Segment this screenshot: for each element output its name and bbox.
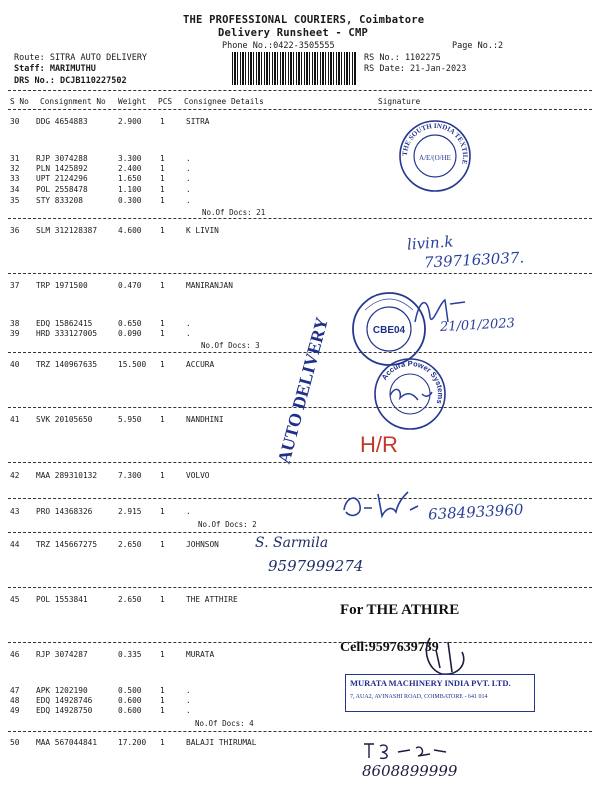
- svg-text:Accura Power Systems: Accura Power Systems: [379, 358, 446, 405]
- table-row: [8, 281, 308, 291]
- row-consignment: PLN 1425892: [36, 164, 88, 173]
- row-consignment: EDQ 14928750: [36, 706, 93, 715]
- row-consignment: APK 1202190: [36, 686, 88, 695]
- sheet-title: Delivery Runsheet - CMP: [218, 27, 368, 39]
- svg-text:A/E/(O/HE: A/E/(O/HE: [419, 154, 451, 162]
- row-pcs: 1: [160, 154, 165, 163]
- row-sno: 49: [10, 706, 20, 715]
- row-consignee: .: [186, 706, 191, 715]
- row-consignee: .: [186, 319, 191, 328]
- row-weight: 0.335: [118, 650, 142, 659]
- table-row: [8, 738, 308, 748]
- handwritten-hr: H/R: [360, 432, 398, 457]
- col-weight: Weight: [118, 97, 147, 106]
- table-row: [8, 595, 308, 605]
- row-weight: 0.090: [118, 329, 142, 338]
- row-consignee: ACCURA: [186, 360, 215, 369]
- route-label: Route: SITRA AUTO DELIVERY: [14, 53, 148, 63]
- divider: [8, 109, 592, 110]
- row-consignment: MAA 567044841: [36, 738, 98, 747]
- row-weight: 17.200: [118, 738, 147, 747]
- row-pcs: 1: [160, 281, 165, 290]
- athire-stamp-label: For THE ATHIRE: [340, 602, 460, 618]
- auto-delivery-stamp: AUTO DELIVERY: [273, 315, 332, 466]
- col-sno: S No: [10, 97, 29, 106]
- divider: [8, 352, 592, 353]
- handwritten-phone-volvo: 6384933960: [427, 500, 524, 524]
- row-consignee: NANDHINI: [186, 415, 224, 424]
- row-sno: 47: [10, 686, 20, 695]
- table-row: [8, 164, 308, 174]
- svg-text:CBE04: CBE04: [372, 325, 406, 336]
- doc-count: No.Of Docs: 4: [195, 719, 254, 728]
- row-consignee: .: [186, 164, 191, 173]
- row-sno: 40: [10, 360, 20, 369]
- divider: [8, 532, 592, 533]
- accura-stamp: [372, 356, 448, 432]
- row-consignee: .: [186, 154, 191, 163]
- row-sno: 30: [10, 117, 20, 126]
- table-row: [8, 117, 308, 127]
- row-weight: 15.500: [118, 360, 147, 369]
- row-consignee: .: [186, 196, 191, 205]
- murata-stamp-line1: MURATA MACHINERY INDIA PVT. LTD.: [350, 678, 511, 688]
- murata-stamp-line2: 7, AUA2, AVINASHI ROAD, COIMBATORE - 641 014: [350, 694, 488, 700]
- row-sno: 32: [10, 164, 20, 173]
- row-consignee: JOHNSON: [186, 540, 219, 549]
- row-consignment: EDQ 15862415: [36, 319, 93, 328]
- row-consignee: .: [186, 185, 191, 194]
- table-row: [8, 174, 308, 184]
- row-consignment: MAA 289310132: [36, 471, 98, 480]
- col-signature: Signature: [378, 97, 421, 106]
- row-consignee: SITRA: [186, 117, 210, 126]
- volvo-signature: [338, 488, 428, 524]
- row-weight: 0.650: [118, 319, 142, 328]
- divider: [8, 642, 592, 643]
- row-consignee: .: [186, 507, 191, 516]
- row-consignment: SVK 20105650: [36, 415, 93, 424]
- row-weight: 4.600: [118, 226, 142, 235]
- row-pcs: 1: [160, 595, 165, 604]
- row-consignment: POL 1553841: [36, 595, 88, 604]
- row-consignee: MURATA: [186, 650, 215, 659]
- row-pcs: 1: [160, 226, 165, 235]
- table-row: [8, 329, 308, 339]
- handwritten-name-johnson: S. Sarmila: [255, 535, 329, 551]
- divider: [8, 218, 592, 219]
- south-india-stamp: [397, 118, 473, 194]
- table-row: [8, 360, 308, 370]
- row-sno: 48: [10, 696, 20, 705]
- row-consignment: TRP 1971500: [36, 281, 88, 290]
- row-weight: 2.400: [118, 164, 142, 173]
- row-pcs: 1: [160, 471, 165, 480]
- doc-count: No.Of Docs: 3: [201, 341, 260, 350]
- divider: [8, 587, 592, 588]
- table-row: [8, 196, 308, 206]
- row-consignment: TRZ 145667275: [36, 540, 98, 549]
- row-sno: 46: [10, 650, 20, 659]
- row-pcs: 1: [160, 117, 165, 126]
- row-weight: 2.900: [118, 117, 142, 126]
- divider: [8, 498, 592, 499]
- row-pcs: 1: [160, 185, 165, 194]
- row-pcs: 1: [160, 319, 165, 328]
- row-sno: 39: [10, 329, 20, 338]
- row-consignment: POL 2558478: [36, 185, 88, 194]
- row-weight: 0.500: [118, 686, 142, 695]
- staff-label: Staff: MARIMUTHU: [14, 64, 96, 74]
- row-consignment: RJP 3074288: [36, 154, 88, 163]
- table-row: [8, 650, 308, 660]
- row-sno: 43: [10, 507, 20, 516]
- row-weight: 1.100: [118, 185, 142, 194]
- row-sno: 50: [10, 738, 20, 747]
- row-consignment: SLM 312128387: [36, 226, 98, 235]
- row-weight: 0.600: [118, 696, 142, 705]
- divider: [8, 90, 592, 91]
- row-weight: 0.600: [118, 706, 142, 715]
- row-sno: 35: [10, 196, 20, 205]
- row-pcs: 1: [160, 738, 165, 747]
- row-consignment: RJP 3074287: [36, 650, 88, 659]
- rs-date: RS Date: 21-Jan-2023: [364, 64, 467, 74]
- handwritten-phone-balaji: 8608899999: [362, 762, 458, 780]
- col-consignee: Consignee Details: [184, 97, 264, 106]
- row-consignment: PRO 14368326: [36, 507, 93, 516]
- row-sno: 45: [10, 595, 20, 604]
- row-consignee: .: [186, 686, 191, 695]
- row-pcs: 1: [160, 360, 165, 369]
- table-row: [8, 706, 308, 716]
- doc-count: No.Of Docs: 21: [202, 208, 266, 217]
- table-row: [8, 154, 308, 164]
- row-pcs: 1: [160, 696, 165, 705]
- svg-text:THE SOUTH INDIA TEXTILE: THE SOUTH INDIA TEXTILE: [400, 121, 470, 166]
- row-sno: 42: [10, 471, 20, 480]
- row-consignment: HRD 333127005: [36, 329, 98, 338]
- athire-signature: [418, 630, 478, 678]
- table-row: [8, 415, 308, 425]
- row-consignment: TRZ 140967635: [36, 360, 98, 369]
- row-weight: 2.915: [118, 507, 142, 516]
- row-consignment: DDG 4654883: [36, 117, 88, 126]
- doc-count: No.Of Docs: 2: [198, 520, 257, 529]
- row-weight: 1.650: [118, 174, 142, 183]
- row-weight: 3.300: [118, 154, 142, 163]
- row-pcs: 1: [160, 174, 165, 183]
- row-sno: 34: [10, 185, 20, 194]
- col-pcs: PCS: [158, 97, 173, 106]
- drs-number: DRS No.: DCJB110227502: [14, 76, 127, 86]
- phone-number: Phone No.:0422-3505555: [222, 41, 335, 51]
- row-sno: 38: [10, 319, 20, 328]
- table-row: [8, 507, 308, 517]
- row-pcs: 1: [160, 650, 165, 659]
- divider: [8, 731, 592, 732]
- row-consignee: BALAJI THIRUMAL: [186, 738, 257, 747]
- athire-stamp-cell: Cell:9597639739: [340, 640, 439, 655]
- company-name: THE PROFESSIONAL COURIERS, Coimbatore: [183, 14, 425, 26]
- page-number: Page No.:2: [452, 41, 504, 51]
- row-weight: 2.650: [118, 595, 142, 604]
- barcode: [232, 52, 357, 85]
- row-weight: 5.950: [118, 415, 142, 424]
- row-consignment: EDQ 14928746: [36, 696, 93, 705]
- murata-stamp: [345, 674, 535, 712]
- row-sno: 41: [10, 415, 20, 424]
- handwritten-phone-johnson: 9597999274: [268, 557, 364, 575]
- row-pcs: 1: [160, 196, 165, 205]
- table-row: [8, 319, 308, 329]
- table-row: [8, 471, 308, 481]
- row-consignee: K LIVIN: [186, 226, 219, 235]
- column-header-row: [8, 97, 592, 107]
- table-row: [8, 226, 308, 236]
- row-consignee: VOLVO: [186, 471, 210, 480]
- row-pcs: 1: [160, 329, 165, 338]
- handwritten-name-livin: livin.k: [406, 232, 454, 254]
- row-pcs: 1: [160, 415, 165, 424]
- balaji-signature: [360, 740, 450, 762]
- row-consignee: .: [186, 696, 191, 705]
- row-consignee: .: [186, 174, 191, 183]
- row-sno: 33: [10, 174, 20, 183]
- divider: [8, 462, 592, 463]
- table-row: [8, 686, 308, 696]
- row-consignee: .: [186, 329, 191, 338]
- row-consignee: THE ATTHIRE: [186, 595, 238, 604]
- row-consignee: MANIRANJAN: [186, 281, 233, 290]
- row-pcs: 1: [160, 706, 165, 715]
- row-pcs: 1: [160, 540, 165, 549]
- row-sno: 44: [10, 540, 20, 549]
- col-consignment: Consignment No: [40, 97, 106, 106]
- row-weight: 7.300: [118, 471, 142, 480]
- handwritten-phone-livin: 7397163037.: [423, 248, 525, 272]
- row-sno: 37: [10, 281, 20, 290]
- handwritten-date: 21/01/2023: [439, 316, 516, 335]
- row-sno: 36: [10, 226, 20, 235]
- row-pcs: 1: [160, 507, 165, 516]
- row-sno: 31: [10, 154, 20, 163]
- row-consignment: UPT 2124296: [36, 174, 88, 183]
- row-pcs: 1: [160, 686, 165, 695]
- table-row: [8, 185, 308, 195]
- table-row: [8, 696, 308, 706]
- rs-number: RS No.: 1102275: [364, 53, 441, 63]
- row-weight: 0.300: [118, 196, 142, 205]
- row-weight: 0.470: [118, 281, 142, 290]
- row-pcs: 1: [160, 164, 165, 173]
- divider: [8, 273, 592, 274]
- row-weight: 2.650: [118, 540, 142, 549]
- row-consignment: STY 833208: [36, 196, 83, 205]
